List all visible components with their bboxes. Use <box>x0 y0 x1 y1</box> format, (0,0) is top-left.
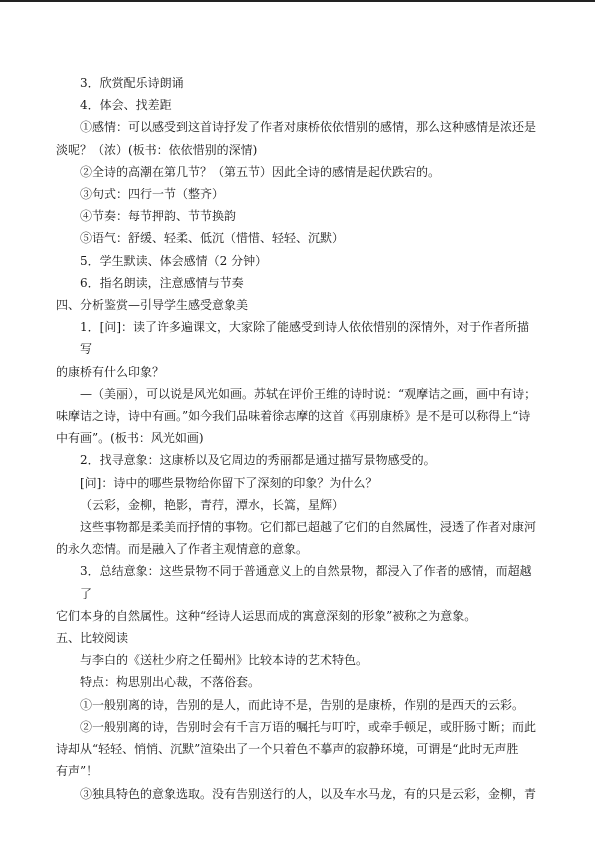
text-line: [问]：诗中的哪些景物给你留下了深刻的印象？为什么？ <box>80 475 378 490</box>
text-line: 淡呢？（浓）(板书：依依惜别的深情) <box>56 142 258 157</box>
text-line: 味摩诘之诗，诗中有画。”如今我们品味着徐志摩的这首《再别康桥》是不是可以称得上“诗 <box>56 409 531 424</box>
text-line: 有声”！ <box>56 764 99 779</box>
text-line: 的康桥有什么印象？ <box>56 364 165 379</box>
text-line: 2．找寻意象：这康桥以及它周边的秀丽都是通过描写景物感受的。 <box>80 453 436 468</box>
section-heading: 四、分析鉴赏—引导学生感受意象美 <box>56 298 249 313</box>
text-line: 诗却从“轻轻、悄悄、沉默”渲染出了一个只着色不摹声的寂静环境，可谓是“此时无声胜 <box>56 742 519 757</box>
text-line: 3．欣赏配乐诗朗诵 <box>80 76 184 90</box>
text-line: ②全诗的高潮在第几节？（第五节）因此全诗的感情是起伏跌宕的。 <box>80 164 441 179</box>
text-line: 它们本身的自然属性。这种“经诗人运思而成的寓意深刻的形象”被称之为意象。 <box>56 608 477 623</box>
text-line: ②一般别离的诗，告别时会有千言万语的嘱托与叮咛，或牵手顿足，或肝肠寸断；而此 <box>80 719 537 734</box>
text-line: ④节奏：每节押韵、节节换韵 <box>80 209 237 224</box>
text-line: ③独具特色的意象选取。没有告别送行的人，以及车水马龙，有的只是云彩，金柳，青 <box>80 786 537 801</box>
text-line: 1．[问]：读了许多遍课文，大家除了能感受到诗人依依惜别的深情外，对于作者所描写 <box>80 320 530 357</box>
document-page <box>56 72 540 805</box>
text-line: ⑤语气：舒缓、轻柔、低沉（惜惜、轻轻、沉默） <box>80 231 345 246</box>
text-line: 中有画”。(板书：风光如画) <box>56 431 204 446</box>
text-line: 6．指名朗读，注意感情与节奏 <box>80 275 244 290</box>
text-line: —（美丽），可以说是风光如画。苏轼在评价王维的诗时说：“观摩诘之画，画中有诗； <box>80 386 537 401</box>
top-rule <box>0 0 595 2</box>
text-line: ③句式：四行一节（整齐） <box>80 187 225 202</box>
text-line: （云彩，金柳，艳影，青荇，潭水，长篙，星辉） <box>80 497 345 512</box>
text-line: ①一般别离的诗，告别的是人，而此诗不是，告别的是康桥，作别的是西天的云彩。 <box>80 697 525 712</box>
text-line: 4．体会、找差距 <box>80 98 172 113</box>
text-line: 5．学生默读、体会感情（2 分钟） <box>80 253 268 268</box>
text-line: 3．总结意象：这些景物不同于普通意义上的自然景物，都浸入了作者的感情，而超越了 <box>80 564 532 601</box>
text-line: 与李白的《送杜少府之任蜀州》比较本诗的艺术特色。 <box>80 653 369 668</box>
text-line: 特点：构思别出心裁，不落俗套。 <box>80 675 261 690</box>
text-line: ①感情：可以感受到这首诗抒发了作者对康桥依依惜别的感情，那么这种感情是浓还是 <box>80 120 537 135</box>
text-line: 这些事物都是柔美而抒情的事物。它们都已超越了它们的自然属性，浸透了作者对康河 <box>80 520 537 535</box>
text-line: 的永久恋情。而是融入了作者主观情意的意象。 <box>56 542 309 557</box>
section-heading: 五、比较阅读 <box>56 631 129 646</box>
